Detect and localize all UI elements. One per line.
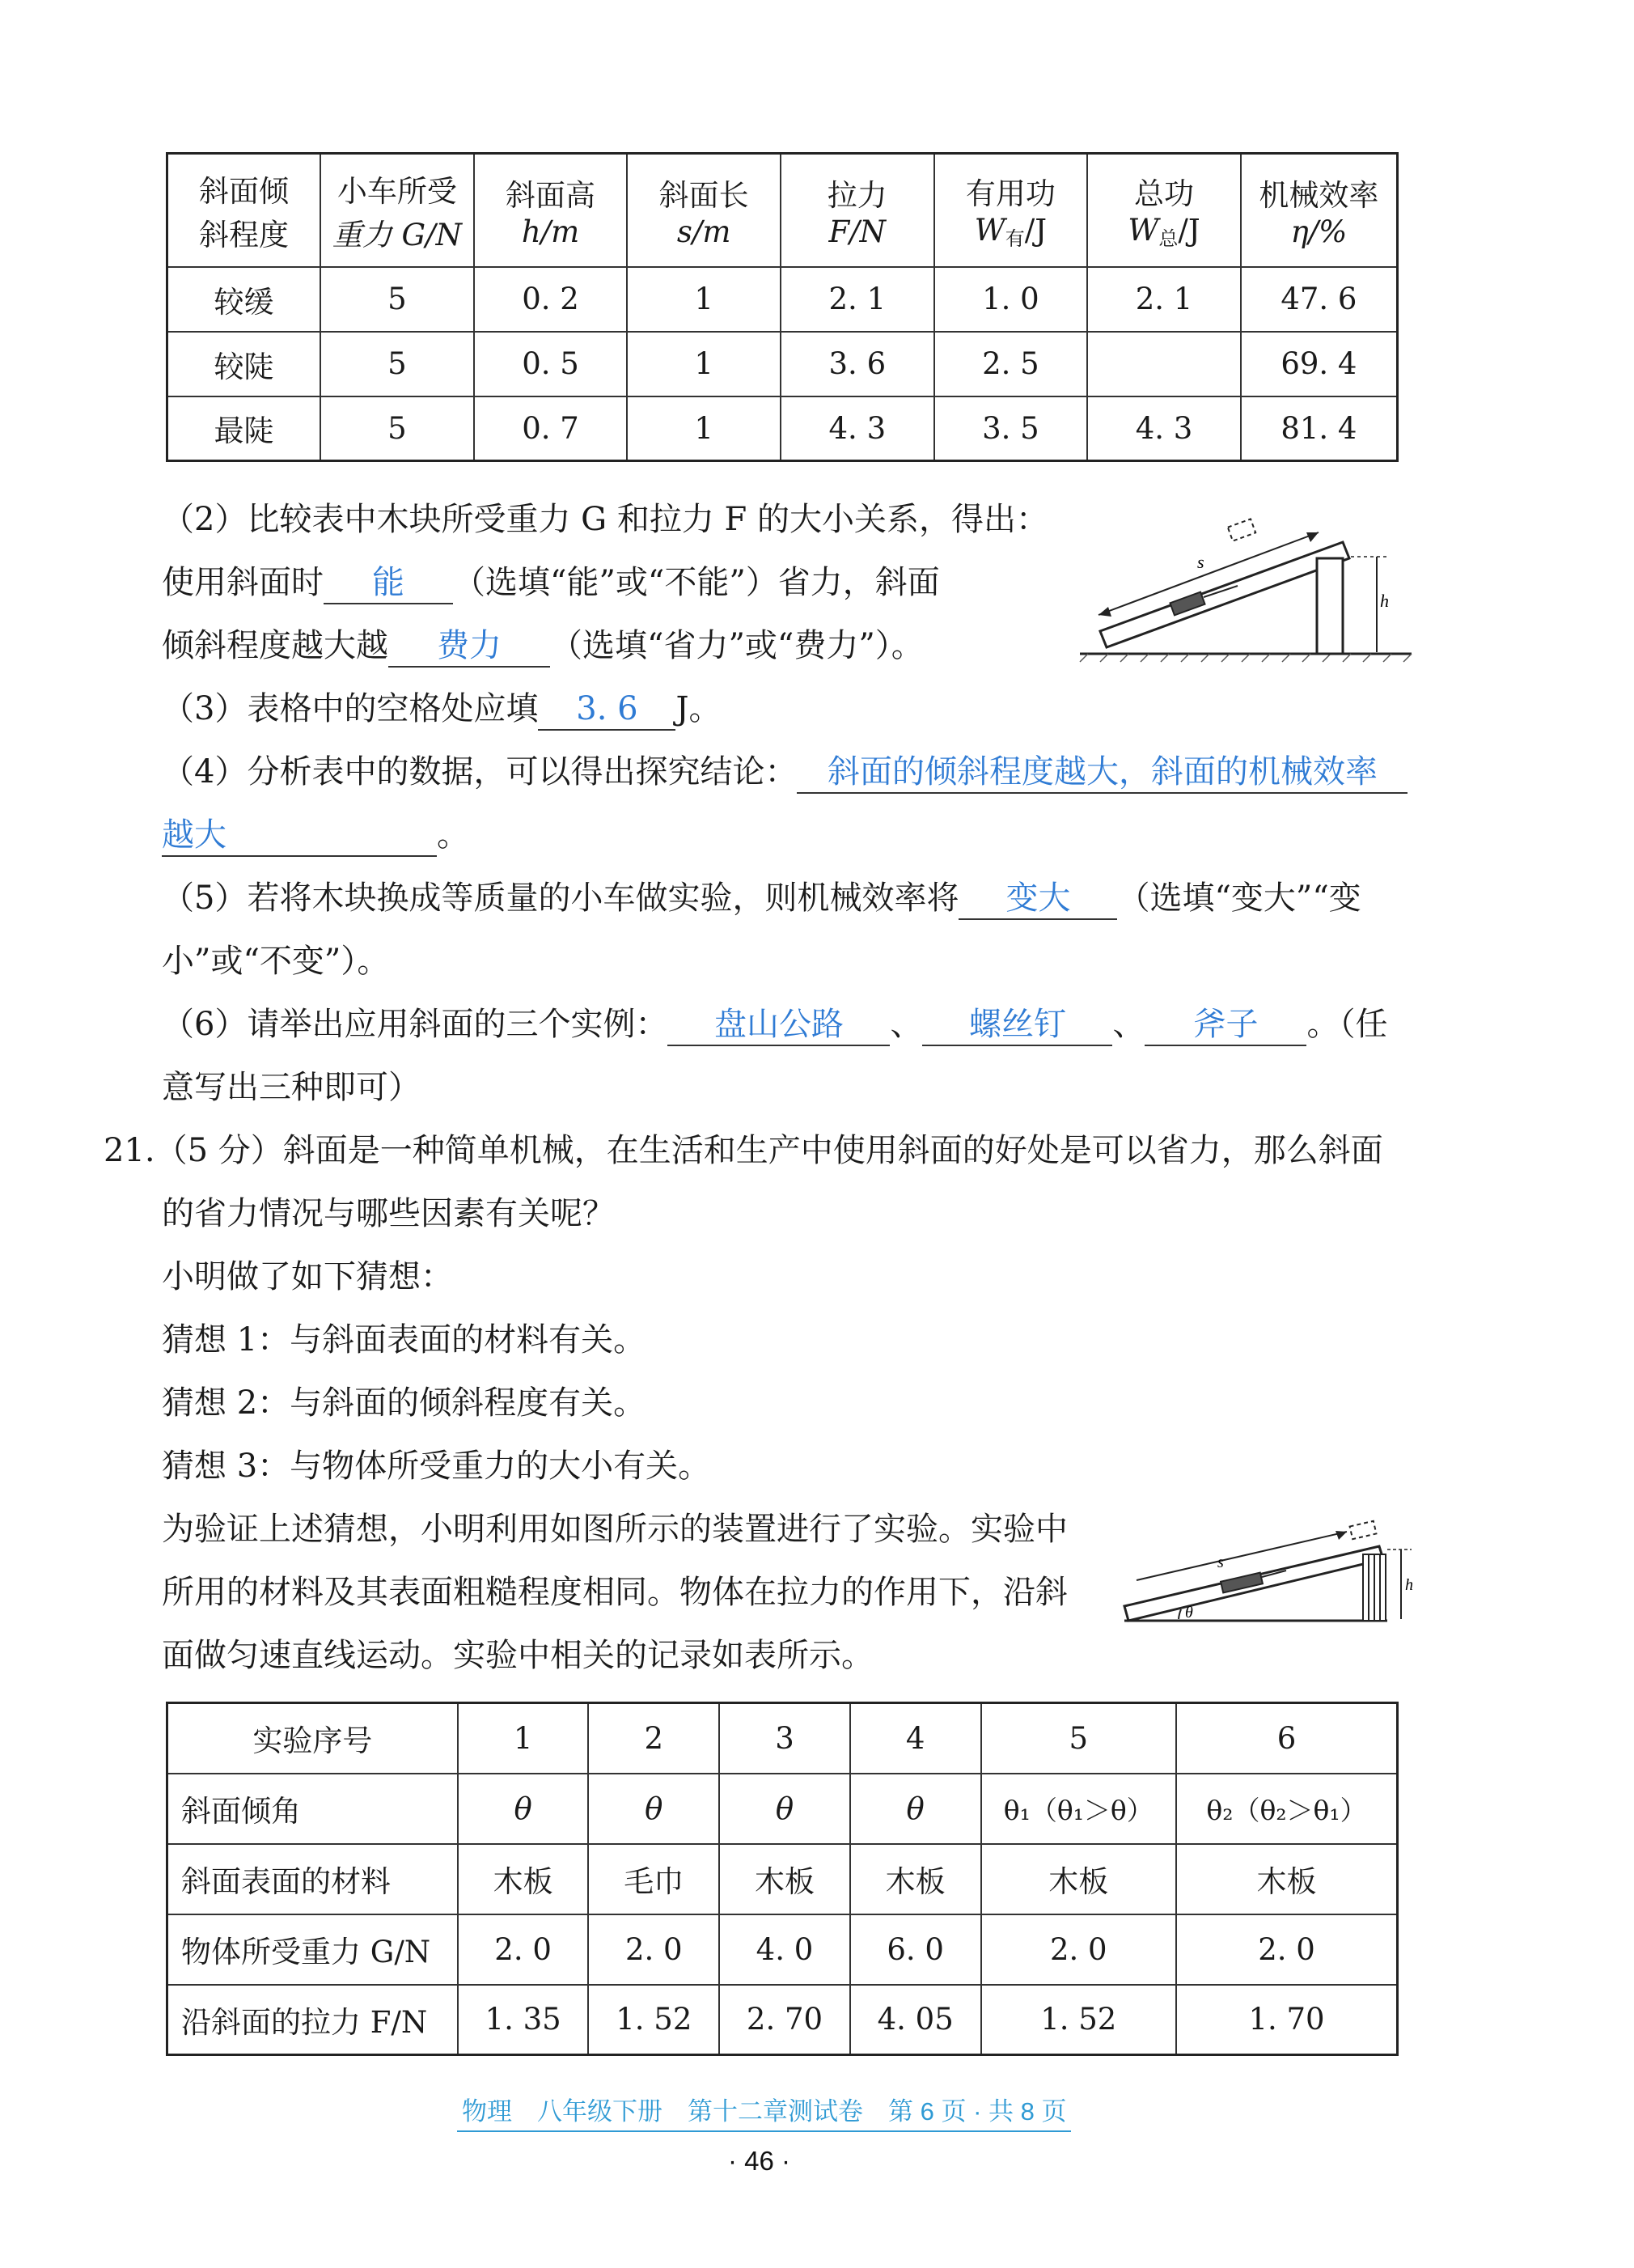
table-cell: 1. 0 xyxy=(934,267,1088,332)
table-cell: 2. 0 xyxy=(1176,1914,1397,1985)
answer-blank: 越大 xyxy=(162,815,437,857)
table-cell: θ xyxy=(850,1774,981,1844)
table-cell: 5 xyxy=(320,267,474,332)
table-cell: 2. 70 xyxy=(719,1985,850,2055)
block-end-position xyxy=(1350,1521,1377,1539)
answer-blank: 斜面的倾斜程度越大，斜面的机械效率 xyxy=(797,752,1408,794)
table-cell: 木板 xyxy=(981,1844,1177,1914)
q6-line1: （6）请举出应用斜面的三个实例： 盘山公路 、 螺丝钉 、 斧子 。（任 xyxy=(162,1002,1387,1047)
experiment-table xyxy=(166,1702,1399,2056)
table-cell: 3. 6 xyxy=(781,332,934,396)
table-cell: θ xyxy=(588,1774,719,1844)
row-label: 斜面表面的材料 xyxy=(167,1844,458,1914)
q2-line1: （2）比较表中木块所受重力 G 和拉力 F 的大小关系，得出： xyxy=(162,501,1049,538)
row-label: 沿斜面的拉力 F/N xyxy=(167,1985,458,2055)
table-header-row xyxy=(167,1703,1398,1774)
table-row xyxy=(167,1985,1398,2055)
table-cell: 2. 5 xyxy=(934,332,1088,396)
table-cell: 2. 0 xyxy=(458,1914,589,1985)
support-stack xyxy=(1363,1554,1386,1621)
label-h: h xyxy=(1405,1576,1413,1594)
table-cell: 0. 2 xyxy=(474,267,628,332)
table-cell: 1 xyxy=(627,332,781,396)
table-cell: 木板 xyxy=(1176,1844,1397,1914)
table-cell: θ xyxy=(719,1774,850,1844)
table-cell: 1 xyxy=(627,396,781,461)
table-cell: 1. 35 xyxy=(458,1985,589,2055)
q4-line1: （4）分析表中的数据，可以得出探究结论： 斜面的倾斜程度越大，斜面的机械效率 xyxy=(162,749,1408,795)
table-row xyxy=(167,396,1398,461)
q2-line3: 倾斜程度越大越 费力 （选填“省力”或“费力”）。 xyxy=(162,623,924,668)
header-cell: 机械效率 η/% xyxy=(1241,154,1398,267)
arrow-head xyxy=(1306,532,1319,542)
table-cell: 木板 xyxy=(458,1844,589,1914)
table-cell: 木板 xyxy=(719,1844,850,1914)
table-row xyxy=(167,1844,1398,1914)
table-cell: 2. 1 xyxy=(1087,267,1241,332)
q21-line2: 的省力情况与哪些因素有关呢？ xyxy=(162,1195,615,1232)
q6-line2: 意写出三种即可） xyxy=(162,1069,421,1106)
header-cell: 拉力 F/N xyxy=(781,154,934,267)
arrow-head xyxy=(1099,607,1111,617)
page-footer: 物理 八年级下册 第十二章测试卷 第 6 页 · 共 8 页 xyxy=(457,2091,1071,2132)
arrow-head xyxy=(1336,1531,1347,1540)
incline-board xyxy=(1100,542,1349,647)
answer-blank: 螺丝钉 xyxy=(922,1004,1112,1046)
header-cell: 有用功 $W_有/J$ xyxy=(934,154,1088,267)
q21-line8: 所用的材料及其表面粗糙程度相同。物体在拉力的作用下，沿斜 xyxy=(162,1574,1068,1611)
q21-line1: 21.（5 分）斜面是一种简单机械，在生活和生产中使用斜面的好处是可以省力，那么斜面 xyxy=(104,1132,1383,1169)
table-cell-empty xyxy=(1087,332,1241,396)
header-cell: 斜面高 h/m xyxy=(474,154,628,267)
row-label: 物体所受重力 G/N xyxy=(167,1914,458,1985)
table-cell: 4. 0 xyxy=(719,1914,850,1985)
table-cell: 最陡 xyxy=(167,396,321,461)
support-block xyxy=(1317,558,1343,654)
guess-3: 猜想 3：与物体所受重力的大小有关。 xyxy=(162,1448,711,1485)
label-s: s xyxy=(1197,552,1204,572)
answer-blank: 盘山公路 xyxy=(667,1004,890,1046)
table-cell: θ xyxy=(458,1774,589,1844)
header-cell: 4 xyxy=(850,1703,981,1774)
header-cell: 3 xyxy=(719,1703,850,1774)
answer-blank: 费力 xyxy=(388,625,550,668)
table-cell: 较缓 xyxy=(167,267,321,332)
angle-arc xyxy=(1179,1609,1181,1619)
answer-blank: 斧子 xyxy=(1145,1004,1306,1046)
table-cell: 3. 5 xyxy=(934,396,1088,461)
table-cell: 47. 6 xyxy=(1241,267,1398,332)
answer-blank: 3. 6 xyxy=(538,689,675,731)
table-cell: 81. 4 xyxy=(1241,396,1398,461)
table-cell: 2. 0 xyxy=(981,1914,1177,1985)
header-cell: 实验序号 xyxy=(167,1703,458,1774)
row-label: 斜面倾角 xyxy=(167,1774,458,1844)
table-row xyxy=(167,1914,1398,1985)
q5-line2: 小”或“不变”）。 xyxy=(162,943,390,980)
table-cell: 2. 0 xyxy=(588,1914,719,1985)
table-cell: 1. 52 xyxy=(588,1985,719,2055)
table-cell: 1. 52 xyxy=(981,1985,1177,2055)
table-cell: 0. 5 xyxy=(474,332,628,396)
table-cell: 毛巾 xyxy=(588,1844,719,1914)
guess-2: 猜想 2：与斜面的倾斜程度有关。 xyxy=(162,1384,646,1422)
table-cell: 69. 4 xyxy=(1241,332,1398,396)
table-cell: 6. 0 xyxy=(850,1914,981,1985)
label-h: h xyxy=(1380,591,1389,611)
table-cell: 1. 70 xyxy=(1176,1985,1397,2055)
table-row xyxy=(167,332,1398,396)
page-number: · 46 · xyxy=(728,2146,791,2176)
table-row xyxy=(167,1774,1398,1844)
table-cell: 5 xyxy=(320,396,474,461)
q4-line2: 越大 。 xyxy=(162,812,469,858)
header-cell: 6 xyxy=(1176,1703,1397,1774)
answer-blank: 能 xyxy=(324,562,453,604)
table-header-row xyxy=(167,154,1398,267)
incline-figure-1 xyxy=(1076,502,1416,663)
header-cell: 2 xyxy=(588,1703,719,1774)
incline-figure-2 xyxy=(1120,1517,1420,1638)
q3-line: （3）表格中的空格处应填 3. 6 J。 xyxy=(162,686,722,731)
answer-blank: 变大 xyxy=(959,878,1117,920)
table-cell: θ₂（θ₂＞θ₁） xyxy=(1176,1774,1397,1844)
table-cell: 较陡 xyxy=(167,332,321,396)
q2-line2: 使用斜面时 能 （选填“能”或“不能”）省力，斜面 xyxy=(162,560,940,605)
header-cell: 小车所受 重力 G/N xyxy=(320,154,474,267)
table-cell: 木板 xyxy=(850,1844,981,1914)
label-theta: θ xyxy=(1185,1604,1193,1622)
q21-line3: 小明做了如下猜想： xyxy=(162,1258,453,1295)
q21-line7: 为验证上述猜想，小明利用如图所示的装置进行了实验。实验中 xyxy=(162,1511,1068,1548)
table-cell: 2. 1 xyxy=(781,267,934,332)
table-cell: 1 xyxy=(627,267,781,332)
table-cell: 5 xyxy=(320,332,474,396)
header-cell: 5 xyxy=(981,1703,1177,1774)
table-cell: 4. 3 xyxy=(781,396,934,461)
table-cell: 0. 7 xyxy=(474,396,628,461)
header-cell: 斜面长 s/m xyxy=(627,154,781,267)
table-cell: 4. 3 xyxy=(1087,396,1241,461)
guess-1: 猜想 1：与斜面表面的材料有关。 xyxy=(162,1321,646,1359)
label-s: s xyxy=(1217,1554,1224,1571)
header-cell: 总功 $W_总/J$ xyxy=(1087,154,1241,267)
header-cell: 1 xyxy=(458,1703,589,1774)
efficiency-table xyxy=(166,152,1399,462)
q5-line1: （5）若将木块换成等质量的小车做实验，则机械效率将 变大 （选填“变大”“变 xyxy=(162,875,1361,921)
block-end-position xyxy=(1228,519,1255,541)
table-row xyxy=(167,267,1398,332)
table-cell: θ₁（θ₁＞θ） xyxy=(981,1774,1177,1844)
table-cell: 4. 05 xyxy=(850,1985,981,2055)
q21-line9: 面做匀速直线运动。实验中相关的记录如表所示。 xyxy=(162,1637,874,1674)
header-cell: 斜面倾 斜程度 xyxy=(167,154,321,267)
